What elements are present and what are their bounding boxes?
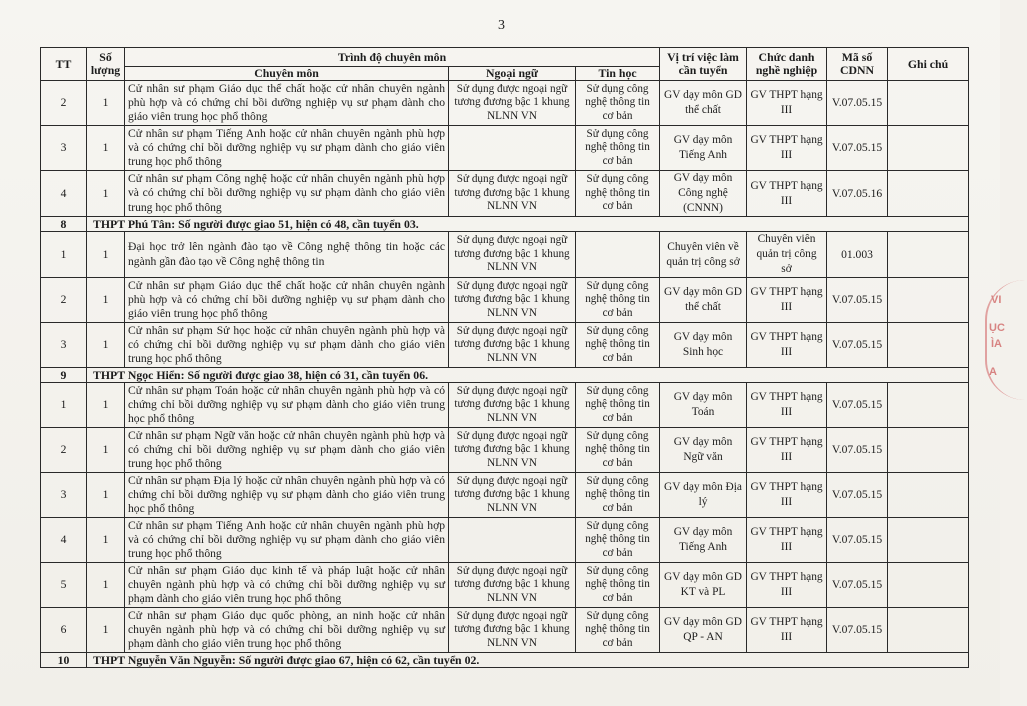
table-row [41, 563, 969, 608]
table-row [41, 278, 969, 323]
row-note [888, 126, 969, 171]
stamp-fragment: ÌA [991, 338, 1002, 350]
row-job-title: GV THPT hạng III [747, 428, 827, 473]
row-foreign-language: Sử dụng được ngoại ngữ tương đương bậc 1 khung NLNN VN [449, 81, 576, 126]
row-job-title: GV THPT hạng III [747, 278, 827, 323]
table-row [41, 126, 969, 171]
table-row [41, 608, 969, 653]
row-code: V.07.05.15 [827, 473, 888, 518]
row-major: Cử nhân sư phạm Ngữ văn hoặc cử nhân chuyên ngành phù hợp và có chứng chỉ bồi dưỡng nghiệp vụ sư phạm dành cho giáo viên trung học phổ thông [125, 428, 449, 473]
row-job-title: GV THPT hạng III [747, 171, 827, 217]
row-number: 3 [41, 473, 87, 518]
row-foreign-language: Sử dụng được ngoại ngữ tương đương bậc 1 khung NLNN VN [449, 278, 576, 323]
row-code: V.07.05.15 [827, 323, 888, 368]
row-note [888, 518, 969, 563]
row-job-title: GV THPT hạng III [747, 323, 827, 368]
row-job-title: Chuyên viên quản trị công sở [747, 232, 827, 278]
row-foreign-language [449, 126, 576, 171]
row-quantity: 1 [87, 563, 125, 608]
row-number: 3 [41, 323, 87, 368]
row-note [888, 383, 969, 428]
row-code: V.07.05.15 [827, 383, 888, 428]
row-position: GV dạy môn Công nghệ (CNNN) [660, 171, 747, 217]
row-position: GV dạy môn Tiếng Anh [660, 126, 747, 171]
row-major: Cử nhân sư phạm Tiếng Anh hoặc cử nhân chuyên ngành phù hợp và có chứng chỉ bồi dưỡng nghiệp vụ sư phạm dành cho giáo viên trung học phổ thông [125, 518, 449, 563]
table-row [41, 518, 969, 563]
row-code: V.07.05.15 [827, 608, 888, 653]
header-code: Mã số CDNN [827, 48, 888, 81]
unit-row [41, 217, 969, 232]
row-quantity: 1 [87, 232, 125, 278]
row-position: Chuyên viên về quản trị công sở [660, 232, 747, 278]
row-number: 2 [41, 81, 87, 126]
header-tt: TT [41, 48, 87, 81]
recruitment-table [40, 47, 969, 668]
row-informatics: Sử dụng công nghệ thông tin cơ bản [576, 518, 660, 563]
unit-row [41, 368, 969, 383]
header-foreign-language: Ngoại ngữ [449, 67, 576, 81]
row-note [888, 81, 969, 126]
row-code: V.07.05.15 [827, 81, 888, 126]
row-major: Cử nhân sư phạm Sử học hoặc cử nhân chuyên ngành phù hợp và có chứng chỉ bồi dưỡng nghiệp vụ sư phạm dành cho giáo viên trung học phổ thông [125, 323, 449, 368]
row-job-title: GV THPT hạng III [747, 563, 827, 608]
row-note [888, 232, 969, 278]
header-major: Chuyên môn [125, 67, 449, 81]
row-quantity: 1 [87, 278, 125, 323]
row-note [888, 278, 969, 323]
row-informatics: Sử dụng công nghệ thông tin cơ bản [576, 428, 660, 473]
row-position: GV dạy môn GD thể chất [660, 278, 747, 323]
stamp-fragment: A [989, 366, 997, 378]
row-major: Đại học trở lên ngành đào tạo về Công nghệ thông tin hoặc các ngành gần đào tạo về Công nghệ thông tin [125, 232, 449, 278]
header-position: Vị trí việc làm cần tuyển [660, 48, 747, 81]
row-informatics: Sử dụng công nghệ thông tin cơ bản [576, 383, 660, 428]
row-position: GV dạy môn Địa lý [660, 473, 747, 518]
row-note [888, 563, 969, 608]
row-number: 3 [41, 126, 87, 171]
row-quantity: 1 [87, 428, 125, 473]
table-body [41, 81, 969, 668]
table-row [41, 81, 969, 126]
header-quantity: Số lượng [87, 48, 125, 81]
row-quantity: 1 [87, 608, 125, 653]
unit-number: 8 [41, 217, 87, 232]
row-informatics: Sử dụng công nghệ thông tin cơ bản [576, 473, 660, 518]
row-major: Cử nhân sư phạm Tiếng Anh hoặc cử nhân chuyên ngành phù hợp và có chứng chỉ bồi dưỡng nghiệp vụ sư phạm dành cho giáo viên trung học phổ thông [125, 126, 449, 171]
row-foreign-language: Sử dụng được ngoại ngữ tương đương bậc 1 khung NLNN VN [449, 383, 576, 428]
table-row [41, 232, 969, 278]
row-position: GV dạy môn Sinh học [660, 323, 747, 368]
row-informatics: Sử dụng công nghệ thông tin cơ bản [576, 81, 660, 126]
row-foreign-language: Sử dụng được ngoại ngữ tương đương bậc 1 khung NLNN VN [449, 473, 576, 518]
row-major: Cử nhân sư phạm Giáo dục kinh tế và pháp luật hoặc cử nhân chuyên ngành phù hợp và có chứng chỉ bồi dưỡng nghiệp vụ sư phạm dành cho giáo viên trung học phổ thông [125, 563, 449, 608]
row-major: Cử nhân sư phạm Giáo dục quốc phòng, an ninh hoặc cử nhân chuyên ngành phù hợp và có chứng chỉ bồi dưỡng nghiệp vụ sư phạm dành cho giáo viên trung học phổ thông [125, 608, 449, 653]
row-job-title: GV THPT hạng III [747, 126, 827, 171]
row-informatics: Sử dụng công nghệ thông tin cơ bản [576, 563, 660, 608]
table-row [41, 171, 969, 217]
row-quantity: 1 [87, 126, 125, 171]
row-informatics: Sử dụng công nghệ thông tin cơ bản [576, 323, 660, 368]
row-note [888, 608, 969, 653]
table-row [41, 383, 969, 428]
row-major: Cử nhân sư phạm Địa lý hoặc cử nhân chuyên ngành phù hợp và có chứng chỉ bồi dưỡng nghiệp vụ sư phạm dành cho giáo viên trung học phổ thông [125, 473, 449, 518]
row-major: Cử nhân sư phạm Công nghệ hoặc cử nhân chuyên ngành phù hợp và có chứng chỉ bồi dưỡng nghiệp vụ sư phạm dành cho giáo viên trung học phổ thông [125, 171, 449, 217]
row-number: 1 [41, 232, 87, 278]
row-informatics [576, 232, 660, 278]
row-informatics: Sử dụng công nghệ thông tin cơ bản [576, 608, 660, 653]
row-position: GV dạy môn Toán [660, 383, 747, 428]
row-code: 01.003 [827, 232, 888, 278]
unit-summary: THPT Nguyễn Văn Nguyễn: Số người được giao 67, hiện có 62, cần tuyển 02. [87, 653, 969, 668]
row-code: V.07.05.16 [827, 171, 888, 217]
row-quantity: 1 [87, 171, 125, 217]
row-number: 6 [41, 608, 87, 653]
row-note [888, 428, 969, 473]
row-major: Cử nhân sư phạm Toán hoặc cử nhân chuyên ngành phù hợp và có chứng chỉ bồi dưỡng nghiệp vụ sư phạm dành cho giáo viên trung học phổ thông [125, 383, 449, 428]
row-informatics: Sử dụng công nghệ thông tin cơ bản [576, 126, 660, 171]
row-code: V.07.05.15 [827, 126, 888, 171]
row-number: 1 [41, 383, 87, 428]
row-position: GV dạy môn GD QP - AN [660, 608, 747, 653]
row-major: Cử nhân sư phạm Giáo dục thể chất hoặc cử nhân chuyên ngành phù hợp và có chứng chỉ bồi dưỡng nghiệp vụ sư phạm dành cho giáo viên trung học phổ thông [125, 278, 449, 323]
stamp-fragment: VI [991, 294, 1002, 306]
row-quantity: 1 [87, 383, 125, 428]
row-foreign-language: Sử dụng được ngoại ngữ tương đương bậc 1 khung NLNN VN [449, 171, 576, 217]
row-position: GV dạy môn GD thể chất [660, 81, 747, 126]
row-note [888, 473, 969, 518]
unit-summary: THPT Phú Tân: Số người được giao 51, hiện có 48, cần tuyển 03. [87, 217, 969, 232]
row-code: V.07.05.15 [827, 518, 888, 563]
row-major: Cử nhân sư phạm Giáo dục thể chất hoặc cử nhân chuyên ngành phù hợp và có chứng chỉ bồi dưỡng nghiệp vụ sư phạm dành cho giáo viên trung học phổ thông [125, 81, 449, 126]
table-row [41, 323, 969, 368]
row-number: 5 [41, 563, 87, 608]
row-number: 2 [41, 428, 87, 473]
row-job-title: GV THPT hạng III [747, 608, 827, 653]
table-row [41, 428, 969, 473]
row-job-title: GV THPT hạng III [747, 473, 827, 518]
row-quantity: 1 [87, 473, 125, 518]
row-code: V.07.05.15 [827, 428, 888, 473]
unit-summary: THPT Ngọc Hiển: Số người được giao 38, hiện có 31, cần tuyển 06. [87, 368, 969, 383]
row-quantity: 1 [87, 323, 125, 368]
row-position: GV dạy môn Tiếng Anh [660, 518, 747, 563]
header-job-title: Chức danh nghề nghiệp [747, 48, 827, 81]
row-note [888, 171, 969, 217]
row-foreign-language: Sử dụng được ngoại ngữ tương đương bậc 1 khung NLNN VN [449, 608, 576, 653]
red-stamp-fragment [985, 280, 1027, 400]
row-job-title: GV THPT hạng III [747, 518, 827, 563]
row-number: 2 [41, 278, 87, 323]
row-foreign-language: Sử dụng được ngoại ngữ tương đương bậc 1 khung NLNN VN [449, 232, 576, 278]
table-row [41, 473, 969, 518]
row-note [888, 323, 969, 368]
row-job-title: GV THPT hạng III [747, 81, 827, 126]
header-qualification-group: Trình độ chuyên môn [125, 48, 660, 67]
row-foreign-language: Sử dụng được ngoại ngữ tương đương bậc 1 khung NLNN VN [449, 428, 576, 473]
row-code: V.07.05.15 [827, 278, 888, 323]
unit-row [41, 653, 969, 668]
row-job-title: GV THPT hạng III [747, 383, 827, 428]
row-foreign-language: Sử dụng được ngoại ngữ tương đương bậc 1 khung NLNN VN [449, 323, 576, 368]
page-number: 3 [498, 18, 505, 33]
row-position: GV dạy môn Ngữ văn [660, 428, 747, 473]
unit-number: 9 [41, 368, 87, 383]
row-foreign-language: Sử dụng được ngoại ngữ tương đương bậc 1 khung NLNN VN [449, 563, 576, 608]
row-position: GV dạy môn GD KT và PL [660, 563, 747, 608]
row-quantity: 1 [87, 81, 125, 126]
row-quantity: 1 [87, 518, 125, 563]
row-number: 4 [41, 171, 87, 217]
row-informatics: Sử dụng công nghệ thông tin cơ bản [576, 171, 660, 217]
unit-number: 10 [41, 653, 87, 668]
row-code: V.07.05.15 [827, 563, 888, 608]
row-foreign-language [449, 518, 576, 563]
stamp-fragment: ỤC [989, 322, 1005, 334]
header-informatics: Tin học [576, 67, 660, 81]
header-note: Ghi chú [888, 48, 969, 81]
row-number: 4 [41, 518, 87, 563]
row-informatics: Sử dụng công nghệ thông tin cơ bản [576, 278, 660, 323]
